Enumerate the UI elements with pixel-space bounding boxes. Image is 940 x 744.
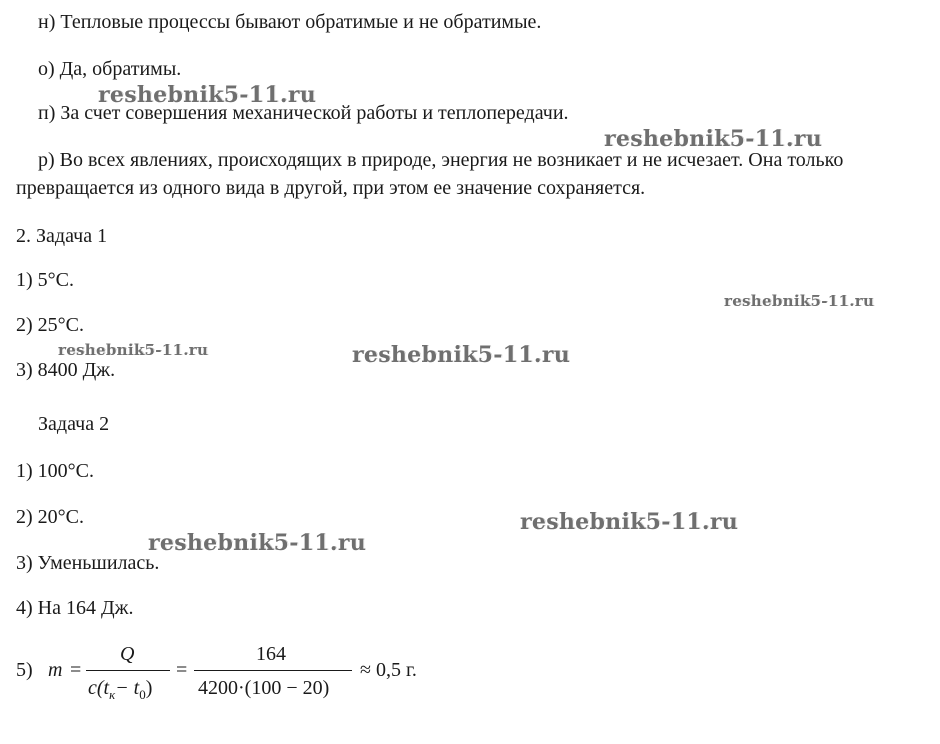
answer-o: о) Да, обратимы. (38, 58, 182, 80)
formula-equals-2: = (176, 659, 188, 681)
watermark-3: reshebnik5-11.ru (724, 292, 875, 310)
task2-answer-1: 1) 100°С. (16, 460, 94, 482)
formula-result: ≈ 0,5 г. (360, 659, 417, 681)
watermark-6: reshebnik5-11.ru (520, 509, 739, 535)
formula-task2-5 (16, 638, 476, 708)
task1-answer-1: 1) 5°С. (16, 269, 74, 291)
task1-heading: 2. Задача 1 (16, 225, 108, 247)
task2-answer-4: 4) На 164 Дж. (16, 597, 134, 619)
watermark-2: reshebnik5-11.ru (604, 126, 823, 152)
denominator-1-start: c(t (88, 677, 110, 699)
subscript-k: к (109, 687, 116, 702)
answer-p: п) За счет совершения механической работы и теплопередачи. (38, 102, 569, 124)
task2-heading: Задача 2 (38, 413, 110, 435)
answer-n: н) Тепловые процессы бывают обратимые и не обратимые. (38, 11, 542, 33)
formula-numerator-2: 164 (256, 643, 286, 665)
task2-answer-3: 3) Уменьшилась. (16, 552, 160, 574)
formula-denominator-1 (88, 676, 152, 707)
task2-answer-2: 2) 20°С. (16, 506, 84, 528)
task1-answer-3: 3) 8400 Дж. (16, 359, 116, 381)
task1-answer-2: 2) 25°С. (16, 314, 84, 336)
watermark-4: reshebnik5-11.ru (58, 341, 209, 359)
watermark-5: reshebnik5-11.ru (352, 342, 571, 368)
watermark-1: reshebnik5-11.ru (98, 82, 317, 108)
formula-equals-1: = (70, 659, 82, 681)
answer-r: р) Во всех явлениях, происходящих в природе, энергия не возникает и не исчезает. Она только превращается из одного вида в другой, при этом ее значение сохраняется. (16, 149, 844, 199)
formula-numerator-1: Q (120, 643, 135, 665)
watermark-7: reshebnik5-11.ru (148, 530, 367, 556)
fraction-bar-1 (86, 670, 170, 671)
denominator-1-minus: − t (115, 677, 140, 699)
formula-label: 5) (16, 659, 33, 681)
subscript-0: 0 (139, 687, 146, 702)
formula-denominator-2: 4200·(100 − 20) (198, 677, 330, 699)
denominator-1-close: ) (145, 677, 153, 699)
fraction-bar-2 (194, 670, 352, 671)
formula-lhs: m (48, 659, 63, 681)
